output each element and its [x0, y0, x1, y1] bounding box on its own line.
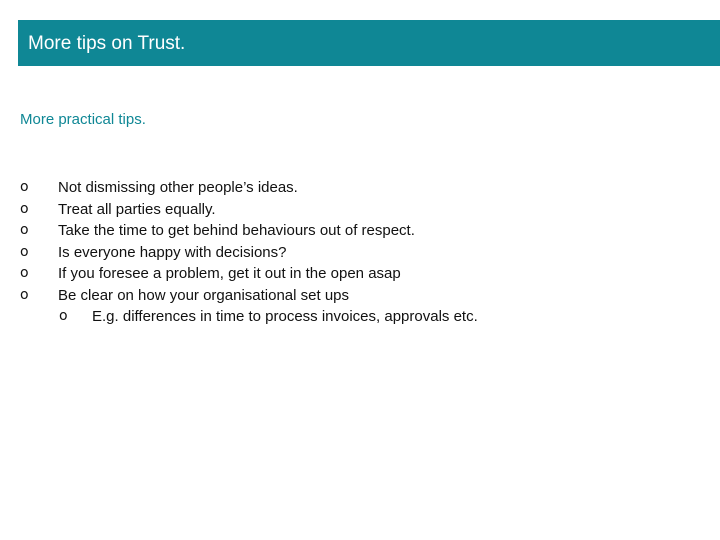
- bullet-icon: o: [20, 265, 29, 281]
- bullet-icon: o: [20, 286, 29, 303]
- sub-tip-text: E.g. differences in time to process invoices, approvals etc.: [92, 308, 478, 325]
- bullet-icon: o: [20, 243, 29, 260]
- tip-text: Be clear on how your organisational set ups: [58, 286, 350, 304]
- tip-text: Is everyone happy with decisions?: [58, 243, 287, 261]
- slide-title: More tips on Trust.: [28, 32, 186, 54]
- bullet-icon: o: [20, 222, 29, 238]
- bullet-icon: o: [20, 179, 29, 195]
- sub-bullet-icon: o: [59, 308, 68, 324]
- title-bar: [18, 20, 720, 66]
- tip-text: Take the time to get behind behaviours out of respect.: [58, 222, 415, 239]
- tip-text: If you foresee a problem, get it out in the open asap: [58, 265, 401, 282]
- section-subtitle: More practical tips.: [20, 111, 146, 128]
- tip-text: Treat all parties equally.: [58, 200, 216, 218]
- tip-text: Not dismissing other people’s ideas.: [58, 179, 298, 196]
- bullet-icon: o: [20, 200, 29, 217]
